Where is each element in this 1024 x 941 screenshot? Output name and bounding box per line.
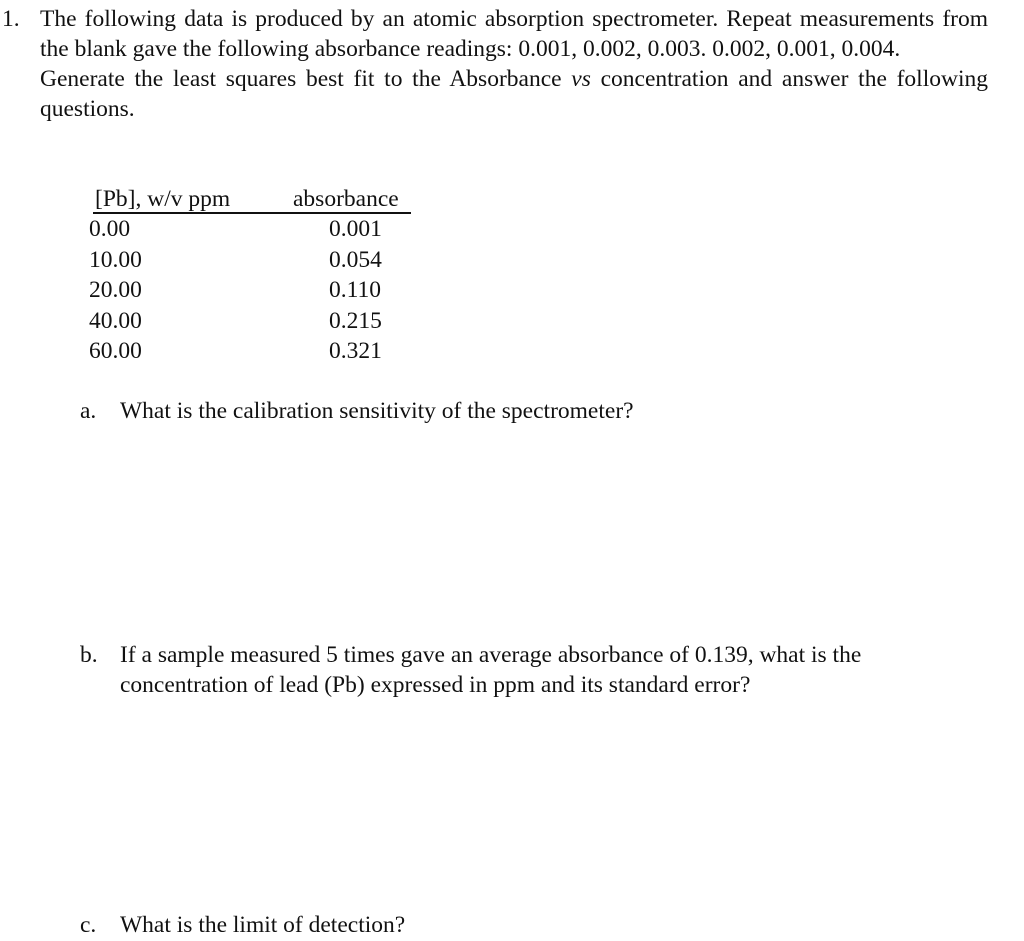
cell-concentration: 60.00 [89, 338, 142, 364]
subquestion-b-text: If a sample measured 5 times gave an average absorbance of 0.139, what is the concentration of lead (Pb) expressed in ppm and its standard error? [120, 642, 862, 698]
subquestion-c-text: What is the limit of detection? [120, 912, 406, 938]
table-row [89, 245, 419, 275]
cell-concentration: 10.00 [89, 247, 142, 273]
subquestion-a-text: What is the calibration sensitivity of the spectrometer? [120, 398, 634, 424]
cell-absorbance: 0.110 [329, 277, 382, 303]
question-body [40, 4, 988, 124]
cell-absorbance: 0.321 [329, 338, 382, 364]
table-row [89, 336, 419, 366]
instruction-text-start: Generate the least squares best fit to the Absorbance [40, 66, 572, 92]
subquestion-b-letter: b. [80, 642, 98, 668]
table-row [89, 214, 419, 244]
cell-absorbance: 0.001 [329, 216, 382, 242]
subquestion-c-letter: c. [80, 912, 97, 938]
header-concentration: [Pb], w/v ppm [95, 186, 231, 212]
question-instruction-text [40, 64, 988, 124]
cell-absorbance: 0.215 [329, 308, 382, 334]
table-row [89, 306, 419, 336]
cell-absorbance: 0.054 [329, 247, 382, 273]
header-absorbance: absorbance [293, 186, 399, 212]
question-number: 1. [2, 6, 20, 32]
cell-concentration: 0.00 [89, 216, 131, 242]
subquestion-a-letter: a. [80, 398, 97, 424]
question-intro-text: The following data is produced by an atomic absorption spectrometer. Repeat measurements from the blank gave the following absorbance readings: 0.001, 0.002, 0.003. 0.002, 0.001, 0.004. [40, 6, 988, 62]
cell-concentration: 40.00 [89, 308, 142, 334]
instruction-text-end: concentration and answer the following questions. [40, 66, 988, 122]
instruction-vs-italic: vs [571, 66, 591, 92]
table-row [89, 275, 419, 305]
cell-concentration: 20.00 [89, 277, 142, 303]
